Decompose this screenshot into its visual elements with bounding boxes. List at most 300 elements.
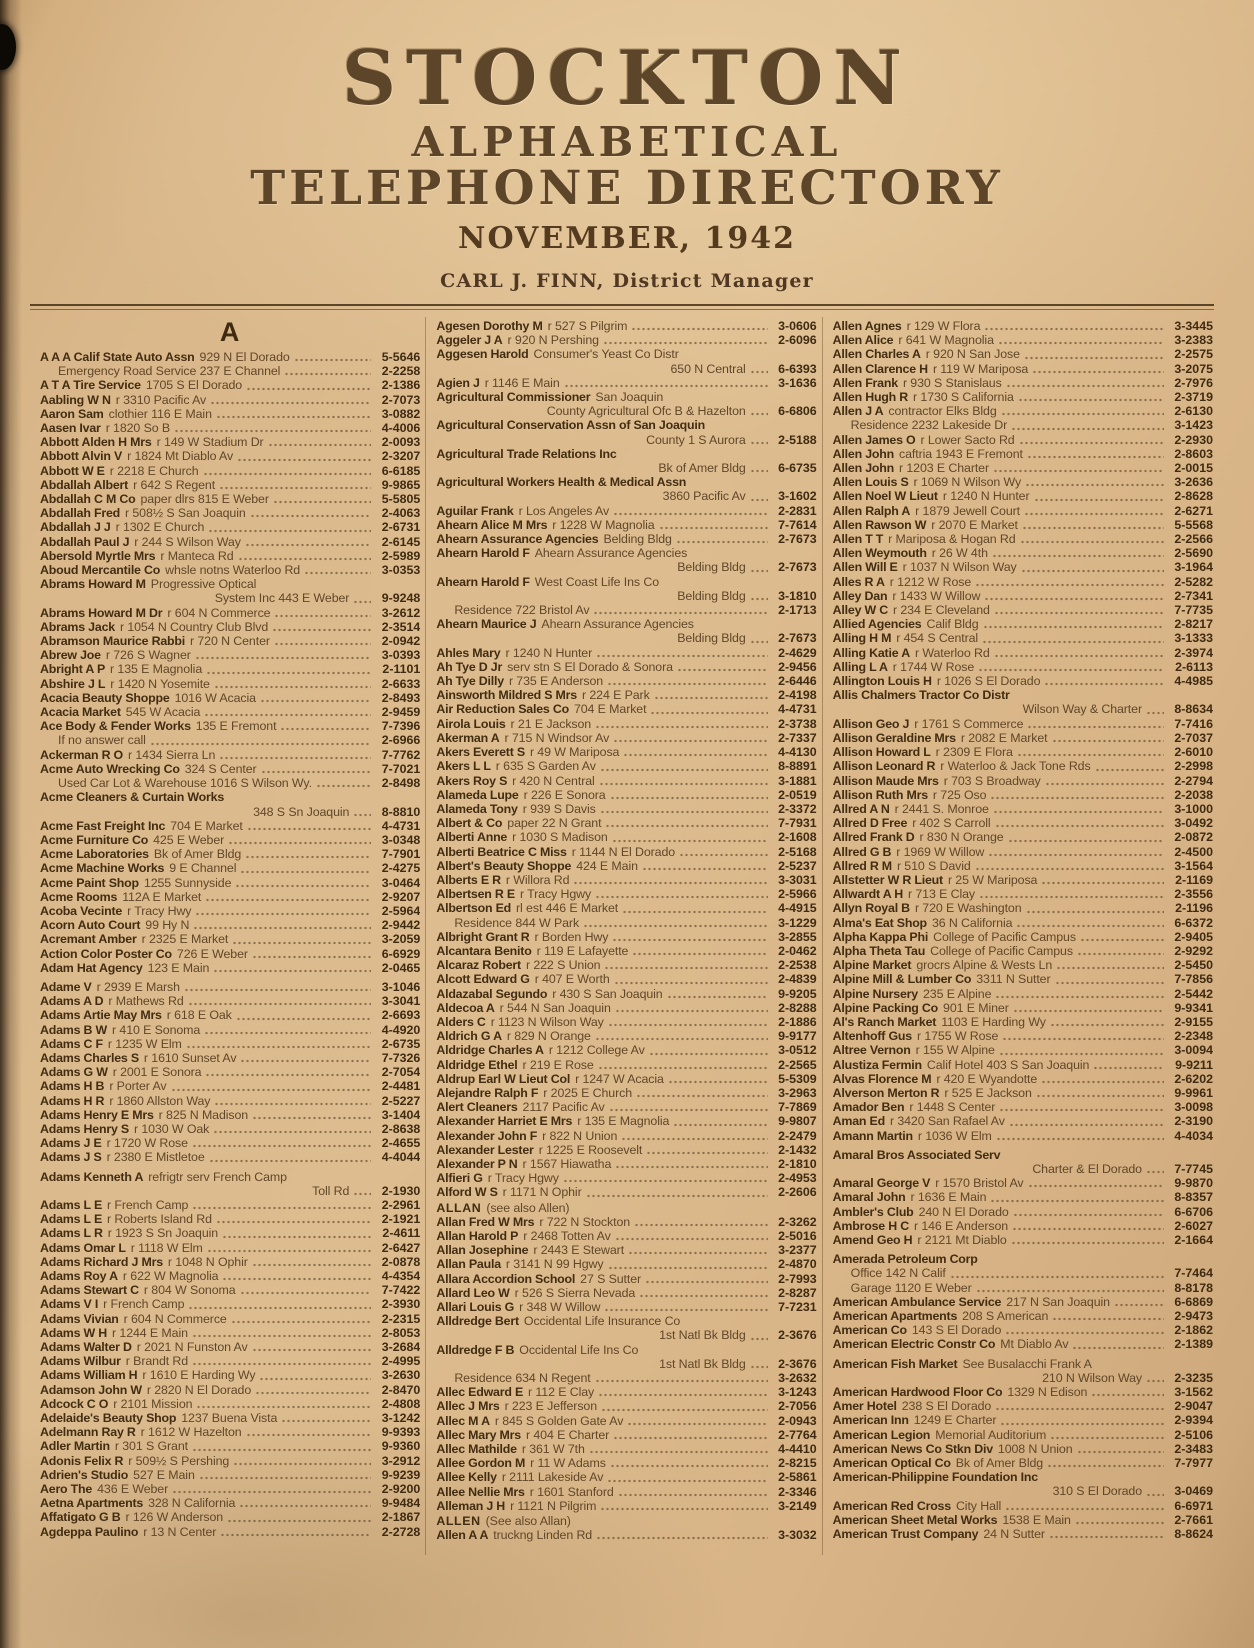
entry-detail: r 1030 W Oak [134, 1121, 210, 1136]
dot-leader [245, 855, 371, 859]
directory-entry [40, 1108, 420, 1122]
dot-leader [196, 1405, 371, 1409]
entry-name: Amend Geo H [832, 1233, 913, 1247]
entry-detail: Garage 1120 E Weber [850, 1280, 972, 1295]
entry-detail: Belding Bldg [677, 560, 746, 575]
entry-phone: 5-5568 [1174, 517, 1213, 532]
dot-leader [236, 1017, 372, 1021]
dot-leader [631, 327, 767, 331]
entry-detail: refrigtr serv French Camp [148, 1169, 287, 1184]
entry-detail: r 604 N Commerce [167, 605, 271, 620]
entry-name: Adamson John W [40, 1382, 142, 1397]
dot-leader [216, 415, 371, 419]
entry-detail: Calif Hotel 403 S San Joaquin [926, 1057, 1090, 1072]
directory-entry [833, 660, 1213, 674]
dot-leader [1013, 1009, 1164, 1013]
entry-detail: 123 E Main [147, 960, 210, 975]
directory-entry [40, 549, 420, 563]
dot-leader [250, 514, 372, 518]
entry-phone: 2-2728 [381, 1524, 421, 1539]
directory-entry [40, 1094, 420, 1108]
directory-entry [436, 390, 816, 404]
directory-entry [833, 1233, 1213, 1247]
dot-leader [563, 1179, 768, 1183]
dot-leader [252, 1116, 371, 1120]
entry-phone: 2-8287 [778, 1285, 817, 1300]
entry-name: Adams C F [40, 1036, 103, 1051]
entry-detail: r 642 S Regent [133, 477, 216, 492]
entry-phone: 2-7073 [381, 392, 421, 407]
dot-leader [610, 1464, 768, 1468]
dot-leader [240, 1059, 371, 1063]
directory-entry [833, 461, 1213, 475]
entry-phone: 5-5646 [381, 350, 421, 364]
entry-name: Abright A P [40, 662, 106, 677]
entry-detail: 726 E Weber [176, 946, 248, 961]
dot-leader [999, 1108, 1164, 1112]
directory-entry [436, 1470, 816, 1484]
entry-detail: Progressive Optical [150, 577, 257, 592]
entry-phone: 8-8624 [1174, 1527, 1213, 1542]
dot-leader [646, 1151, 767, 1155]
entry-detail: Wilson Way & Charter [1022, 702, 1142, 717]
directory-entry [40, 1468, 420, 1482]
dot-leader [1027, 455, 1164, 459]
entry-detail: r 1212 W Rose [889, 574, 972, 589]
entry-detail: r Waterloo & Jack Tone Rds [940, 759, 1091, 774]
entry-detail: r 13 N Center [143, 1524, 217, 1539]
directory-entry [833, 1176, 1213, 1190]
entry-detail: r 410 E Sonoma [112, 1022, 201, 1037]
directory-entry [833, 1413, 1213, 1427]
entry-phone: 7-7856 [1174, 972, 1213, 987]
entry-name: Akers Roy S [436, 773, 508, 788]
dot-leader [174, 429, 371, 433]
directory-entry [436, 1343, 816, 1357]
entry-detail: r 244 S Wilson Way [134, 534, 241, 549]
entry-name: Alexander Harriet E Mrs [436, 1114, 573, 1129]
directory-entry [833, 518, 1213, 532]
entry-name: Adams H B [40, 1079, 105, 1094]
dot-leader [246, 387, 371, 391]
entry-phone: 2-7764 [778, 1427, 817, 1442]
entry-phone: 3-3041 [381, 994, 421, 1009]
entry-phone: 3-2684 [381, 1340, 421, 1355]
directory-entry [436, 972, 816, 986]
entry-detail: r 920 N Pershing [507, 333, 599, 348]
dot-leader [204, 1031, 371, 1035]
entry-detail: r 1123 N Wilson Way [490, 1014, 604, 1029]
entry-detail: r 21 E Jackson [510, 716, 592, 731]
entry-name: Aman Ed [832, 1114, 885, 1129]
entry-detail: r 720 N Center [190, 634, 270, 649]
directory-entry [833, 944, 1213, 958]
entry-name: Abdallah Fred [40, 506, 121, 521]
entry-phone: 2-0465 [381, 960, 421, 975]
directory-column-2 [425, 317, 821, 1555]
entry-detail: r 301 S Grant [114, 1439, 188, 1454]
dot-leader [1072, 1346, 1164, 1350]
entry-phone: 4-4006 [381, 421, 421, 436]
entry-phone: 2-8053 [381, 1325, 421, 1340]
entry-detail: (See also Allan) [485, 1514, 571, 1529]
dot-leader [150, 742, 371, 746]
entry-name: Adams W H [40, 1325, 108, 1340]
entry-name: Albertsen R E [436, 887, 515, 902]
directory-entry [833, 731, 1213, 745]
entry-detail: 3860 Pacific Av [662, 489, 746, 504]
dot-leader [1019, 441, 1164, 445]
entry-phone: 6-6372 [1174, 915, 1213, 930]
entry-phone: 3-3031 [778, 872, 817, 887]
directory-column-3 [822, 317, 1218, 1555]
entry-phone: 2-1196 [1175, 901, 1213, 916]
directory-entry [833, 347, 1213, 361]
directory-entry [40, 980, 420, 994]
entry-detail: r 126 W Anderson [125, 1510, 224, 1525]
entry-name: Amer Hotel [832, 1399, 897, 1414]
entry-phone: 4-4731 [381, 818, 421, 833]
entry-detail: r 703 S Broadway [943, 773, 1041, 788]
entry-detail: 210 N Wilson Way [1042, 1370, 1142, 1385]
entry-detail: 704 E Market [573, 702, 647, 717]
dot-leader [205, 898, 371, 902]
entry-name: Amerada Petroleum Corp [832, 1252, 978, 1267]
entry-phone: 2-8288 [778, 1000, 817, 1015]
entry-phone: 2-4995 [381, 1354, 421, 1369]
dot-leader [294, 358, 372, 362]
directory-entry [436, 930, 816, 944]
directory-entry [40, 918, 420, 932]
directory-entry [436, 376, 816, 390]
entry-phone: 2-5690 [1174, 546, 1213, 561]
entry-phone: 3-2855 [778, 929, 817, 944]
entry-name: Aldridge Charles A [436, 1043, 544, 1058]
entry-phone: 4-4920 [381, 1022, 421, 1037]
entry-detail: Bk of Amer Bldg [153, 847, 242, 862]
entry-phone: 2-9442 [381, 918, 421, 933]
directory-entry [40, 506, 420, 520]
entry-detail: r 234 E Cleveland [893, 603, 990, 618]
entry-name: Allan Paula [436, 1257, 501, 1272]
entry-detail: r 825 N Madison [158, 1107, 249, 1122]
directory-entry [833, 1470, 1213, 1484]
entry-name: Allen Noel W Lieut [832, 489, 938, 504]
dot-leader [1077, 952, 1164, 956]
entry-phone: 3-0512 [778, 1043, 817, 1058]
dot-leader [598, 1066, 768, 1070]
directory-entry [833, 788, 1213, 802]
entry-name: Allis Chalmers Tractor Co Distr [832, 688, 1010, 703]
entry-name: Alejandre Ralph F [436, 1085, 539, 1100]
entry-phone: 2-1432 [778, 1142, 817, 1157]
entry-phone: 2-6271 [1174, 503, 1213, 518]
directory-entry [833, 504, 1213, 518]
directory-entry [833, 447, 1213, 461]
entry-phone: 2-6735 [381, 1036, 421, 1051]
entry-phone: 2-4198 [778, 688, 817, 703]
directory-entry [40, 1482, 420, 1496]
entry-name: Alles R A [832, 574, 885, 589]
entry-name: Alldredge Bert [436, 1314, 519, 1329]
directory-entry [40, 691, 420, 705]
entry-phone: 2-4870 [778, 1257, 817, 1272]
directory-entry [436, 674, 816, 688]
entry-name: Acme Machine Works [40, 861, 165, 876]
directory-entry [833, 333, 1213, 347]
entry-detail: r Brandt Rd [125, 1354, 189, 1369]
directory-entry [40, 648, 420, 662]
entry-name: Alexander P N [436, 1156, 518, 1171]
entry-detail: 238 S El Dorado [901, 1399, 992, 1414]
directory-entry [833, 390, 1213, 404]
dot-leader [615, 1237, 768, 1241]
entry-phone: 2-5964 [381, 903, 421, 918]
entry-name: Agricultural Workers Health & Medical Assn [436, 475, 687, 490]
dot-leader [999, 1052, 1164, 1056]
entry-phone: 3-0464 [381, 875, 421, 890]
entry-phone: 7-7762 [381, 747, 421, 762]
entry-phone: 2-9155 [1174, 1014, 1213, 1029]
entry-name: Adams Wilbur [40, 1354, 121, 1369]
entry-name: American Trust Company [832, 1527, 979, 1542]
entry-name: Allen Weymouth [832, 546, 927, 561]
entry-phone: 2-5188 [778, 432, 817, 447]
entry-detail: r Tracy Hgwy [487, 1171, 559, 1186]
directory-entry [40, 492, 420, 506]
entry-phone: 2-5106 [1174, 1427, 1213, 1442]
directory-entry [833, 1001, 1213, 1015]
directory-entry [40, 1368, 420, 1382]
entry-phone: 2-9200 [381, 1482, 421, 1497]
dot-leader [750, 640, 768, 644]
entry-phone: 7-7931 [778, 816, 817, 831]
entry-name: Allstetter W R Lieut [832, 872, 943, 887]
entry-phone: 2-2961 [381, 1197, 421, 1212]
entry-name: Abshire J L [40, 676, 106, 691]
entry-phone: 2-2831 [778, 503, 817, 518]
entry-detail: 704 E Market [170, 818, 243, 833]
dot-leader [1075, 1521, 1164, 1525]
entry-detail: r 509½ S Pershing [128, 1453, 230, 1468]
directory-entry [40, 1150, 420, 1164]
entry-name: Alpha Kappa Phi [832, 929, 929, 944]
dot-leader [984, 597, 1164, 601]
dot-leader [659, 526, 768, 530]
entry-phone: 7-7416 [1174, 716, 1213, 731]
entry-name: Allan Harold P [436, 1229, 519, 1243]
directory-entry [436, 1100, 816, 1114]
entry-phone: 2-2575 [1174, 347, 1213, 362]
entry-phone: 2-6693 [381, 1008, 421, 1023]
entry-phone: 8-8810 [381, 804, 421, 819]
entry-detail: r 155 W Alpine [915, 1043, 995, 1058]
dot-leader [1052, 1317, 1164, 1321]
entry-name: Abdallah J J [40, 520, 111, 535]
entry-name: Abbott W E [40, 463, 105, 478]
directory-entry [40, 1411, 420, 1425]
entry-detail: r 635 S Garden Av [495, 759, 596, 774]
entry-name: Action Color Poster Co [40, 946, 172, 961]
entry-name: Altree Vernon [832, 1043, 911, 1058]
entry-phone: 9-9484 [381, 1496, 421, 1511]
directory-entry [833, 532, 1213, 546]
entry-name: Adler Martin [40, 1439, 110, 1454]
entry-detail: 1008 N Union [997, 1441, 1073, 1456]
directory-entry [833, 1114, 1213, 1128]
entry-detail: r 1755 W Rose [916, 1029, 999, 1044]
entry-name: Allen Clarence H [832, 361, 928, 376]
entry-name: Ahearn Maurice J [436, 617, 537, 632]
entry-name: Albert's Beauty Shoppe [436, 858, 572, 873]
entry-detail: r 223 E Jefferson [504, 1399, 597, 1414]
entry-phone: 2-4481 [381, 1079, 421, 1094]
dot-leader [1047, 1464, 1164, 1468]
entry-name: Acme Laboratories [40, 847, 149, 862]
dot-leader [1044, 682, 1164, 686]
directory-entry [436, 1286, 816, 1300]
entry-phone: 7-7745 [1174, 1161, 1213, 1176]
dot-leader [1146, 1170, 1164, 1174]
entry-detail: r 1036 W Elm [917, 1128, 992, 1143]
directory-entry [833, 475, 1213, 489]
entry-detail: 135 E Fremont [195, 719, 277, 734]
directory-entry [436, 447, 816, 461]
directory-entry [40, 819, 420, 833]
entry-detail: r 604 N Commerce [123, 1311, 227, 1326]
dot-leader [612, 938, 767, 942]
entry-name: Adams Henry E Mrs [40, 1107, 154, 1122]
entry-name: Allison Maude Mrs [832, 773, 939, 788]
dot-leader [1095, 768, 1164, 772]
entry-phone: 2-5989 [381, 548, 421, 563]
directory-entry [40, 535, 420, 549]
entry-name: American Sheet Metal Works [832, 1512, 998, 1527]
directory-entry [40, 833, 420, 847]
entry-detail: r Tracy Hgwy [519, 887, 592, 902]
entry-phone: 3-2963 [778, 1085, 817, 1100]
entry-phone: 3-2075 [1174, 361, 1213, 376]
entry-name: Ahearn Harold F [436, 546, 530, 561]
entry-phone: 2-3372 [778, 801, 817, 816]
dot-leader [1020, 540, 1164, 544]
dot-leader [995, 824, 1164, 828]
dot-leader [1008, 839, 1164, 843]
entry-detail: contractor Elks Bldg [888, 404, 997, 419]
dot-leader [219, 756, 371, 760]
directory-entry [40, 861, 420, 875]
entry-phone: 2-6096 [778, 333, 817, 348]
entry-detail: r 544 N San Joaquin [499, 1000, 611, 1015]
entry-detail: caftria 1943 E Fremont [899, 446, 1023, 461]
dot-leader [1080, 938, 1164, 942]
entry-name: Allison Leonard R [832, 759, 936, 774]
entry-name: Adrien's Studio [40, 1467, 129, 1482]
entry-name: American Inn [832, 1413, 909, 1428]
dot-leader [599, 782, 768, 786]
entry-phone: 4-4731 [778, 702, 817, 717]
dot-leader [213, 1130, 371, 1134]
directory-entry [436, 333, 816, 347]
entry-name: Allee Gordon M [436, 1456, 526, 1471]
entry-phone: 2-3207 [381, 449, 421, 464]
entry-phone: 2-7993 [778, 1271, 817, 1286]
dot-leader [1077, 1450, 1164, 1454]
entry-name: American-Philippine Foundation Inc [832, 1470, 1038, 1485]
directory-entry [436, 717, 816, 731]
directory-entry [436, 418, 816, 432]
entry-name: Alberti Anne [436, 830, 508, 845]
directory-entry [436, 816, 816, 830]
entry-detail: r 1860 Allston Way [109, 1093, 211, 1108]
directory-entry [436, 347, 816, 361]
directory-entry [436, 887, 816, 901]
directory-entry [436, 1328, 816, 1342]
entry-name: Abrams Jack [40, 619, 115, 634]
directory-entry [833, 987, 1213, 1001]
directory-entry [833, 845, 1213, 859]
dot-leader [192, 1334, 371, 1338]
entry-name: Alameda Lupe [436, 787, 519, 802]
entry-detail: r 2325 E Market [141, 932, 229, 947]
entry-name: Altenhoff Gus [832, 1029, 912, 1044]
directory-entry [436, 1456, 816, 1470]
entry-phone: 2-9207 [381, 889, 421, 904]
entry-detail: r Willora Rd [505, 872, 570, 887]
entry-phone: 2-5282 [1174, 574, 1213, 589]
entry-phone: 2-5227 [381, 1093, 421, 1108]
dot-leader [600, 1507, 767, 1511]
entry-phone: 3-2632 [778, 1371, 817, 1386]
entry-name: Allen Frank [832, 375, 898, 390]
entry-name: Aldridge Ethel [436, 1057, 518, 1072]
directory-entry [436, 589, 816, 603]
entry-name: Alpine Nursery [832, 986, 918, 1001]
entry-phone: 2-1930 [381, 1183, 421, 1198]
entry-detail: 1103 E Harding Wy [941, 1014, 1046, 1029]
dot-leader [1146, 711, 1164, 715]
entry-phone: 3-1404 [381, 1107, 421, 1122]
directory-entry [833, 1162, 1213, 1176]
directory-entry [436, 489, 816, 503]
entry-phone: 3-1242 [381, 1411, 421, 1426]
entry-detail: 929 N El Dorado [199, 350, 290, 364]
directory-entry [833, 646, 1213, 660]
dot-leader [642, 867, 768, 871]
directory-entry [436, 504, 816, 518]
entry-phone: 2-4655 [381, 1136, 421, 1151]
dot-leader [650, 711, 767, 715]
directory-entry [436, 774, 816, 788]
entry-detail: r 1820 So B [105, 421, 171, 436]
entry-name: Alcantara Benito [436, 943, 532, 958]
directory-entry [833, 745, 1213, 759]
directory-entry [40, 947, 420, 961]
entry-detail: Bk of Amer Bldg [955, 1456, 1044, 1471]
dot-leader [649, 1052, 768, 1056]
directory-entry [833, 717, 1213, 731]
dot-leader [1052, 739, 1164, 743]
entry-detail: City Hall [955, 1498, 1002, 1513]
entry-detail: r Lower Sacto Rd [920, 432, 1015, 447]
entry-detail: Toll Rd [312, 1183, 350, 1198]
dot-leader [668, 1080, 768, 1084]
entry-name: Alberti Beatrice C Miss [436, 844, 567, 859]
entry-phone: 3-1602 [778, 489, 817, 504]
entry-name: American Co [832, 1323, 907, 1338]
entry-name: Allen Hugh R [832, 390, 909, 405]
directory-entry [40, 677, 420, 691]
